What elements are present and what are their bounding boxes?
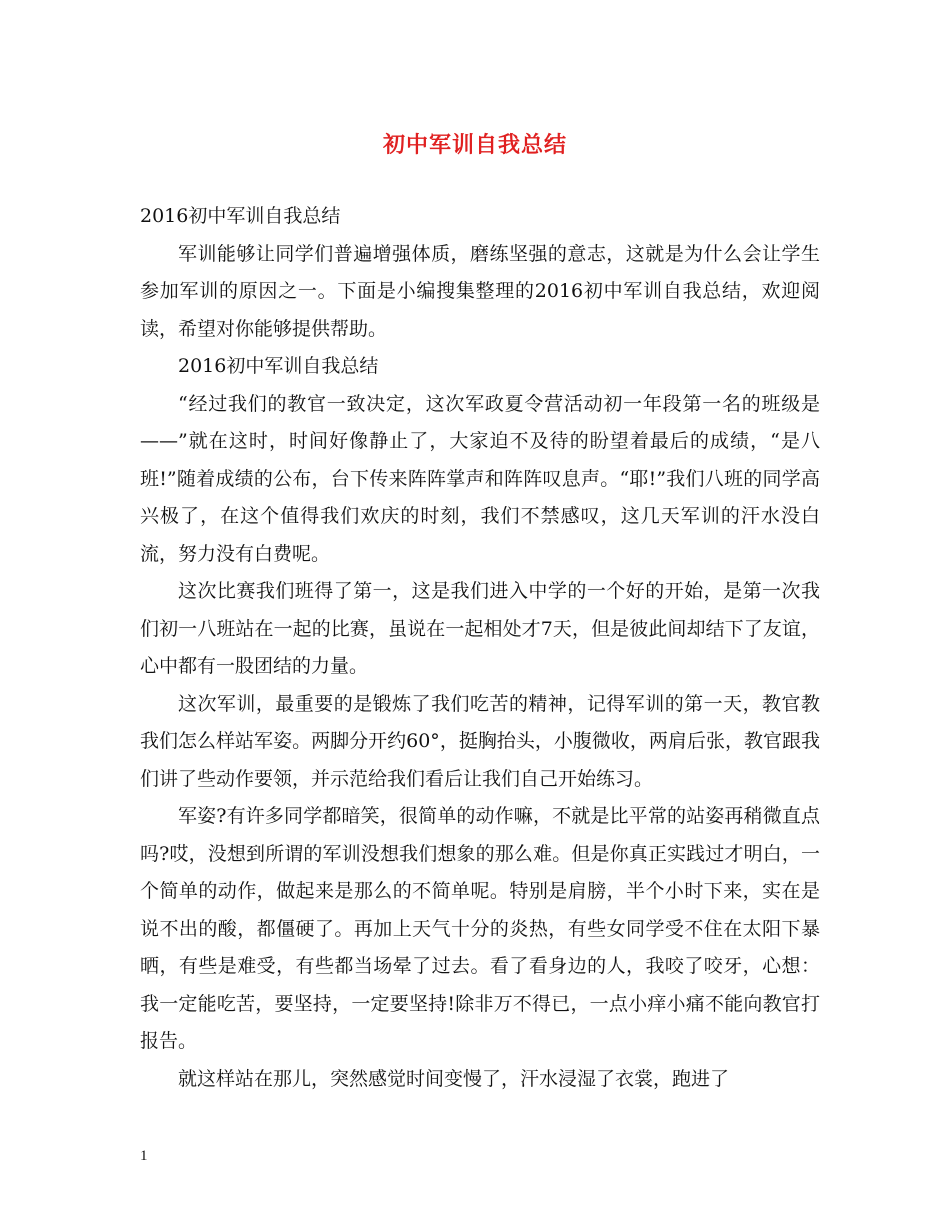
paragraph: 这次军训，最重要的是锻炼了我们吃苦的精神，记得军训的第一天，教官教我们怎么样站军姿。两脚分开约60°，挺胸抬头，小腹微收，两肩后张，教官跟我们讲了些动作要领，并示范给我们看后让我们自己开始练习。 xyxy=(140,692,820,790)
page-number: 1 xyxy=(140,1148,148,1164)
section-heading: 2016初中军训自我总结 xyxy=(178,355,379,377)
paragraph: 军训能够让同学们普遍增强体质，磨练坚强的意志，这就是为什么会让学生参加军训的原因之一。下面是小编搜集整理的2016初中军训自我总结，欢迎阅读，希望对你能够提供帮助。 xyxy=(140,242,820,340)
paragraph: 军姿?有许多同学都暗笑，很简单的动作嘛，不就是比平常的站姿再稍微直点吗?哎，没想到所谓的军训没想我们想象的那么难。但是你真正实践过才明白，一个简单的动作，做起来是那么的不简单呢。特别是肩膀，半个小时下来，实在是说不出的酸，都僵硬了。再加上天气十分的炎热，有些女同学受不住在太阳下暴晒，有些是难受，有些都当场晕了过去。看了看身边的人，我咬了咬牙，心想：我一定能吃苦，要坚持，一定要坚持!除非万不得已，一点小痒小痛不能向教官打报告。 xyxy=(140,805,820,1052)
section-heading: 2016初中军训自我总结 xyxy=(140,205,341,227)
document-title: 初中军训自我总结 xyxy=(382,132,567,158)
paragraph: 就这样站在那儿，突然感觉时间变慢了，汗水浸湿了衣裳，跑进了 xyxy=(178,1067,730,1090)
paragraph: “经过我们的教官一致决定，这次军政夏令营活动初一年段第一名的班级是——”就在这时，时间好像静止了，大家迫不及待的盼望着最后的成绩，“是八班!”随着成绩的公布，台下传来阵阵掌声和阵阵叹息声。“耶!”我们八班的同学高兴极了，在这个值得我们欢庆的时刻，我们不禁感叹，这几天军训的汗水没白流，努力没有白费呢。 xyxy=(140,392,820,565)
paragraph: 这次比赛我们班得了第一，这是我们进入中学的一个好的开始，是第一次我们初一八班站在一起的比赛，虽说在一起相处才7天，但是彼此间却结下了友谊，心中都有一股团结的力量。 xyxy=(140,580,820,677)
document-body xyxy=(140,198,820,1098)
